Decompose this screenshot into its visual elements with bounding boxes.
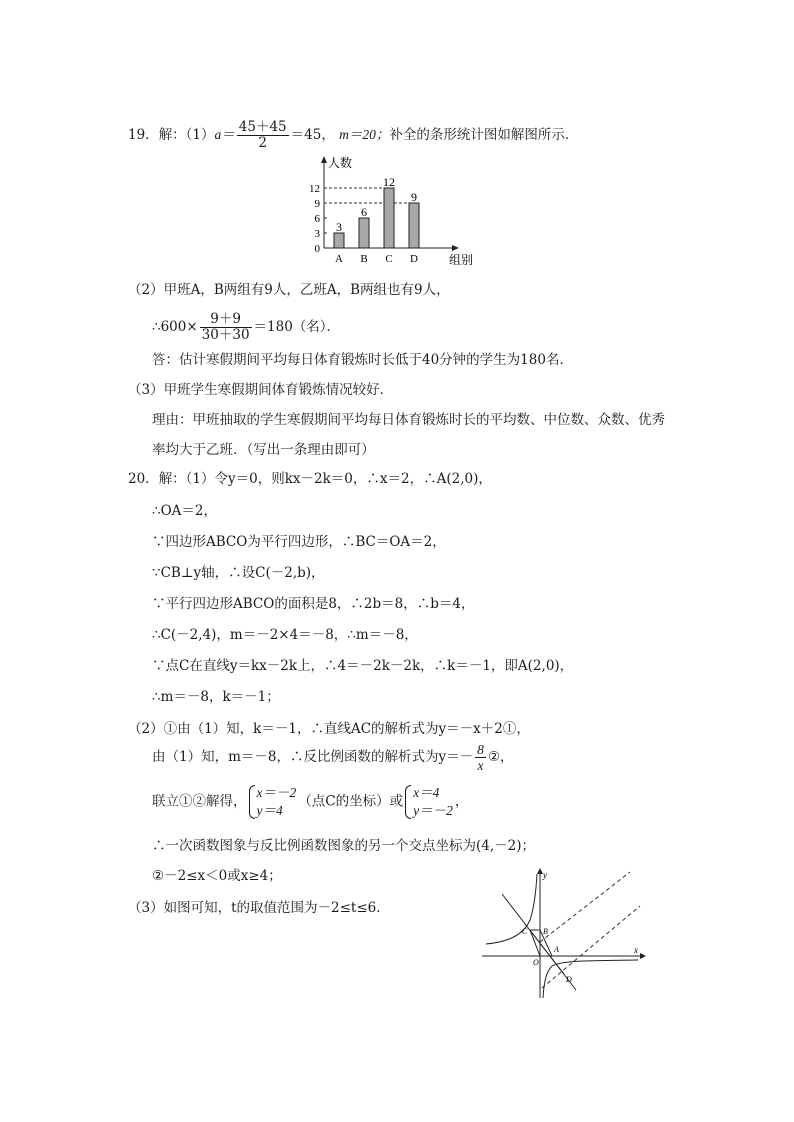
q20-l10-frac-num: 8	[477, 742, 484, 757]
chart-bar	[334, 233, 344, 248]
dashed-line-upper	[540, 872, 630, 942]
q20-l11-mid: （点C的坐标）或	[298, 793, 404, 810]
q20-sys1-b: y＝4	[256, 803, 283, 818]
q19-part2-calc	[152, 312, 340, 343]
point-label-b: B	[543, 927, 548, 936]
q20-line9: （2）①由（1）知，k＝－1，∴直线AC的解析式为y＝－x＋2①，	[128, 721, 530, 737]
graph-x-arrow	[640, 953, 646, 959]
q19-part3-reason1: 理由：甲班抽取的学生寒假期间平均每日体育锻炼时长的平均数、中位数、众数、优秀	[152, 412, 665, 428]
chart-y-tick-label: 12	[309, 183, 320, 195]
q20-sys2-a: x＝4	[413, 785, 440, 800]
q19-frac-num: 45＋45	[238, 119, 287, 135]
chart-category-label: C	[385, 253, 393, 265]
q20-system1	[249, 784, 297, 820]
q19-frac-den: 2	[258, 135, 267, 151]
function-graph	[480, 868, 650, 1000]
chart-x-axis-arrow	[452, 245, 459, 251]
q19-lead: 解：（1）	[158, 127, 215, 143]
point-label-c: C	[522, 927, 528, 936]
q19-part3-reason2: 率均大于乙班．（写出一条理由即可）	[152, 442, 375, 458]
graph-x-label: x	[634, 945, 638, 955]
chart-bar	[384, 188, 394, 248]
chart-y-tick-label: 9	[314, 198, 320, 210]
q20-l1: 解：（1）令y＝0，则kx－2k＝0，∴x＝2，∴A(2,0)，	[158, 471, 492, 487]
chart-bar-value-label: 3	[336, 220, 342, 234]
q19-a-eq: a＝	[214, 127, 235, 142]
q19-p2-fraction	[200, 312, 252, 343]
q20-line6: ∴C(－2,4)，m＝－2×4＝－8，∴m＝－8，	[152, 627, 418, 643]
q20-l11-prefix: 联立①②解得，	[152, 793, 247, 810]
q20-line1	[128, 469, 492, 489]
chart-category-label: B	[360, 253, 368, 265]
q19-p2-frac-num: 9＋9	[200, 312, 252, 328]
chart-bar	[359, 218, 369, 248]
chart-bar-value-label: 6	[361, 205, 367, 219]
q20-line11	[152, 784, 468, 820]
q19-m-eq: m＝20；	[339, 127, 390, 142]
q19-a-fraction	[237, 120, 289, 151]
chart-y-tick-label: 6	[314, 213, 320, 225]
q20-line13: ②－2≤x＜0或x≥4；	[152, 868, 282, 884]
q19-part3-line1: （3）甲班学生寒假期间体育锻炼情况较好．	[128, 382, 394, 398]
chart-y-tick-label: 0	[314, 243, 320, 255]
chart-category-label: A	[335, 253, 343, 265]
q20-line2: ∴OA＝2，	[152, 503, 217, 519]
chart-y-tick-label: 3	[314, 228, 320, 240]
q19-p2-frac-den: 30＋30	[201, 327, 250, 343]
q19-part2-line1: （2）甲班A，B两组有9人，乙班A，B两组也有9人，	[128, 282, 450, 298]
q20-line8: ∴m＝－8，k＝－1；	[152, 689, 280, 705]
q20-line4: ∵CB⊥y轴，∴设C(－2,b)，	[152, 565, 325, 581]
point-label-d: D	[566, 975, 572, 984]
q20-line5: ∵平行四边形ABCO的面积是8，∴2b＝8，∴b＝4，	[152, 596, 475, 612]
q19-complete-text: 补全的条形统计图如解图所示．	[389, 127, 579, 143]
q19-line1	[128, 120, 578, 151]
q20-l10-frac-den: x	[477, 758, 484, 773]
bar-chart	[300, 155, 490, 265]
q20-l10-suffix: ②，	[487, 749, 514, 765]
chart-layer	[309, 155, 473, 265]
chart-bar	[409, 203, 419, 248]
q20-number: 20．	[128, 471, 159, 487]
q20-l10-prefix: 由（1）知，m＝－8，∴反比例函数的解析式为y＝－	[152, 749, 474, 765]
point-label-a: A	[554, 945, 559, 954]
q20-line12: ∴一次函数图象与反比例函数图象的另一个交点坐标为(4,－2)；	[152, 838, 536, 854]
chart-y-axis-arrow	[321, 156, 327, 163]
q20-sys1-a: x＝－2	[256, 785, 297, 800]
q20-l11-suffix: ，	[454, 793, 469, 810]
q19-part2-answer: 答：估计寒假期间平均每日体育锻炼时长低于40分钟的学生为180名．	[152, 352, 573, 368]
chart-x-label: 组别	[449, 253, 474, 265]
point-label-o: O	[533, 958, 539, 967]
q20-l10-fraction	[475, 742, 486, 773]
graph-y-label: y	[543, 870, 547, 880]
q19-number: 19．	[128, 127, 159, 143]
chart-bar-value-label: 9	[411, 190, 417, 204]
hyperbola-upper-left	[486, 874, 537, 944]
chart-category-label: D	[410, 253, 418, 265]
q19-a-value: ＝45，	[290, 127, 335, 143]
q19-p2-result: ＝180（名）．	[253, 319, 341, 335]
q20-line7: ∵点C在直线y＝kx－2k上，∴4＝－2k－2k，∴k＝－1，即A(2,0)，	[152, 658, 574, 674]
q20-sys2-b: y＝－2	[413, 803, 453, 818]
q20-line3: ∵四边形ABCO为平行四边形，∴BC＝OA＝2，	[152, 534, 446, 550]
q20-system2	[405, 784, 453, 820]
q20-line14: （3）如图可知，t的取值范围为－2≤t≤6．	[128, 900, 390, 916]
chart-y-label: 人数	[328, 156, 353, 170]
chart-bar-value-label: 12	[383, 175, 395, 189]
q20-line10	[152, 742, 513, 773]
q19-p2-prefix: ∴600×	[152, 319, 198, 335]
